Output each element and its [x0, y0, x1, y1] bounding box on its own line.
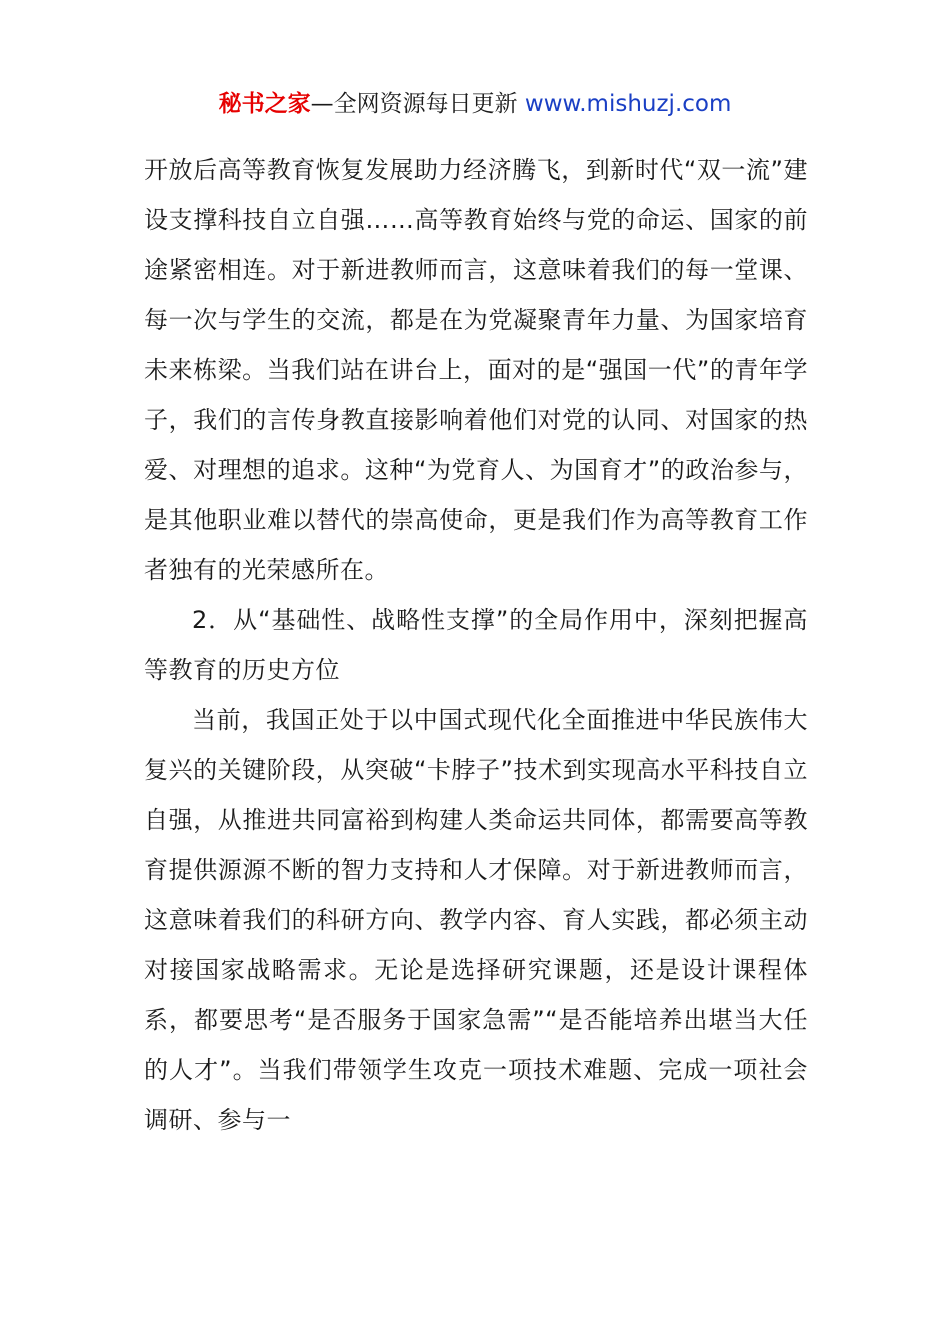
site-url-link[interactable]: www.mishuzj.com — [524, 91, 732, 117]
site-brand: 秘书之家 — [218, 91, 311, 117]
paragraph-body: 当前，我国正处于以中国式现代化全面推进中华民族伟大复兴的关键阶段，从突破“卡脖子”技术到实现高水平科技自立自强，从推进共同富裕到构建人类命运共同体，都需要高等教育提供源源不断的智力支持和人才保障。对于新进教师而言，这意味着我们的科研方向、教学内容、育人实践，都必须主动对接国家战略需求。无论是选择研究课题，还是设计课程体系，都要思考“是否服务于国家急需”“是否能培养出堪当大任的人才”。当我们带领学生攻克一项技术难题、完成一项社会调研、参与一 — [144, 706, 808, 1134]
paragraph-continuation: 开放后高等教育恢复发展助力经济腾飞，到新时代“双一流”建设支撑科技自立自强……高等教育始终与党的命运、国家的前途紧密相连。对于新进教师而言，这意味着我们的每一堂课、每一次与学生的交流，都是在为党凝聚青年力量、为国家培育未来栋梁。当我们站在讲台上，面对的是“强国一代”的青年学子，我们的言传身教直接影响着他们对党的认同、对国家的热爱、对理想的追求。这种“为党育人、为国育才”的政治参与，是其他职业难以替代的崇高使命，更是我们作为高等教育工作者独有的光荣感所在。 — [144, 156, 808, 584]
site-tagline: —全网资源每日更新 — [310, 91, 525, 117]
section-heading: 2．从“基础性、战略性支撑”的全局作用中，深刻把握高等教育的历史方位 — [144, 606, 808, 684]
site-header — [0, 86, 950, 122]
document-body — [144, 145, 808, 1145]
